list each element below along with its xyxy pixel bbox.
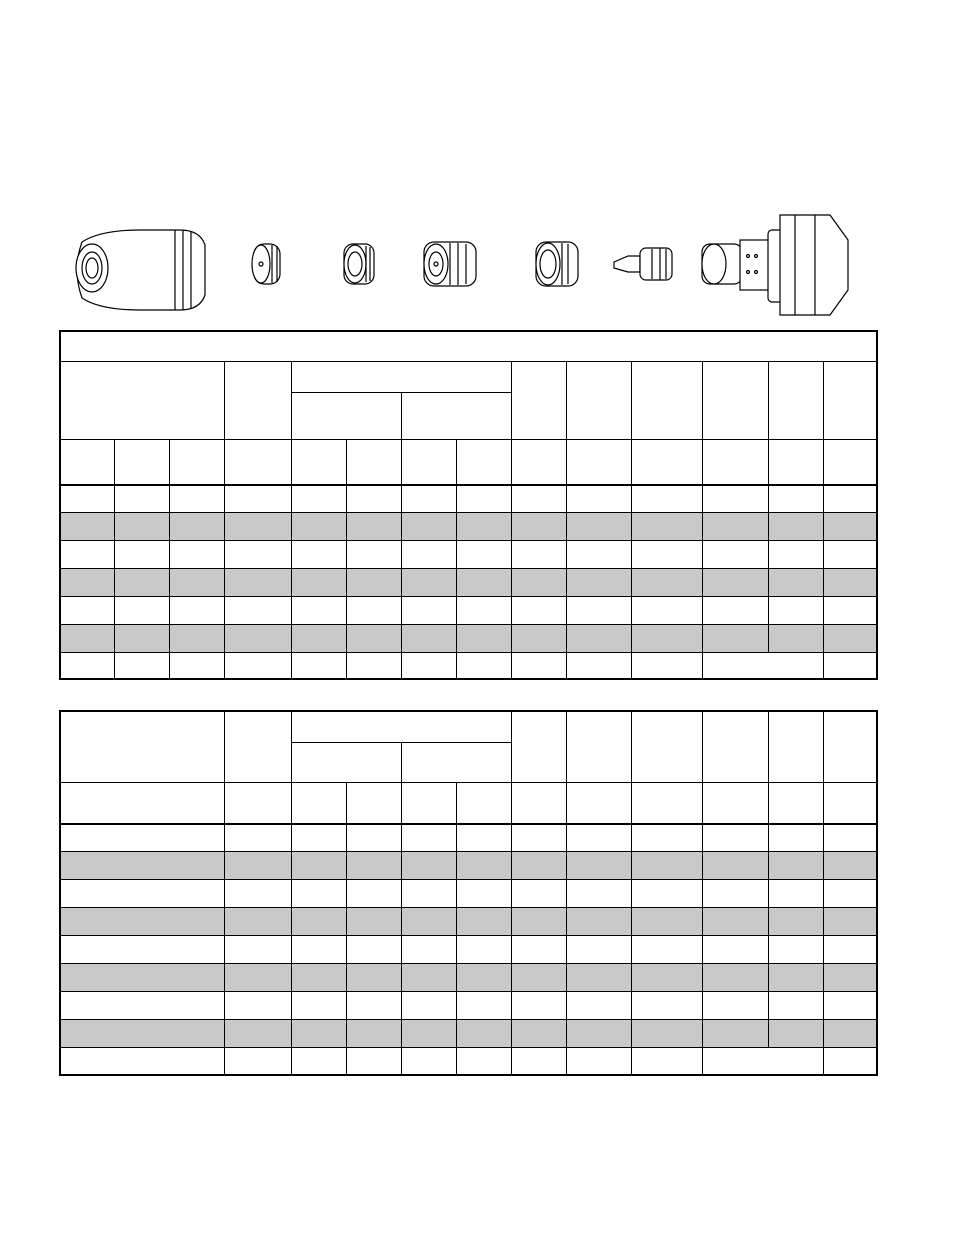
header-cell xyxy=(768,782,823,824)
header-cell xyxy=(702,439,768,485)
header-cell xyxy=(768,711,823,782)
header-cell xyxy=(346,782,401,824)
table-row xyxy=(60,1047,877,1075)
header-cell xyxy=(768,361,823,439)
header-cell xyxy=(823,361,877,439)
header-cell xyxy=(566,782,631,824)
table-row xyxy=(60,512,877,540)
shield-cap-part-icon xyxy=(252,244,280,284)
header-cell xyxy=(291,439,346,485)
header-cell xyxy=(291,361,511,392)
header-cell xyxy=(511,361,566,439)
table-row xyxy=(60,935,877,963)
header-cell xyxy=(60,711,224,782)
torch-body-part-icon xyxy=(702,215,848,315)
header-cell xyxy=(346,439,401,485)
header-cell xyxy=(566,711,631,782)
header-cell xyxy=(511,439,566,485)
electrode-part-icon xyxy=(614,248,672,280)
consumables-illustration xyxy=(0,200,954,320)
consumables-table-upper xyxy=(59,330,878,680)
header-cell xyxy=(291,742,401,782)
header-cell xyxy=(60,361,224,439)
table-row xyxy=(60,907,877,935)
table-row xyxy=(60,568,877,596)
header-cell xyxy=(401,782,456,824)
header-cell xyxy=(702,711,768,782)
header-cell xyxy=(456,782,511,824)
header-cell xyxy=(60,782,224,824)
header-cell xyxy=(631,361,702,439)
header-cell xyxy=(631,782,702,824)
header-cell xyxy=(823,782,877,824)
table-row xyxy=(60,624,877,652)
header-cell xyxy=(291,711,511,742)
header-cell xyxy=(224,361,291,439)
header-cell xyxy=(224,711,291,782)
header-cell xyxy=(60,439,114,485)
table-row xyxy=(60,963,877,991)
header-cell xyxy=(169,439,224,485)
table-row xyxy=(60,824,877,851)
header-cell xyxy=(631,439,702,485)
table-row xyxy=(60,652,877,679)
header-cell xyxy=(401,742,511,782)
header-cell xyxy=(401,392,511,439)
swirl-ring-part-icon xyxy=(536,242,578,286)
header-cell xyxy=(566,361,631,439)
header-cell xyxy=(224,439,291,485)
table-title xyxy=(60,331,877,361)
consumables-table-lower xyxy=(59,710,878,1076)
retaining-cap-part-icon xyxy=(344,244,374,284)
table-row xyxy=(60,485,877,512)
table-row xyxy=(60,1019,877,1047)
table-row xyxy=(60,851,877,879)
header-cell xyxy=(823,439,877,485)
header-cell xyxy=(401,439,456,485)
header-cell xyxy=(511,782,566,824)
header-cell xyxy=(291,782,346,824)
header-cell xyxy=(511,711,566,782)
table-row xyxy=(60,540,877,568)
header-cell xyxy=(823,711,877,782)
shield-part-icon xyxy=(76,230,205,310)
nozzle-part-icon xyxy=(424,242,476,286)
header-cell xyxy=(224,782,291,824)
table-row xyxy=(60,879,877,907)
table-row xyxy=(60,991,877,1019)
table-row xyxy=(60,596,877,624)
header-cell xyxy=(114,439,169,485)
header-cell xyxy=(702,782,768,824)
header-cell xyxy=(768,439,823,485)
header-cell xyxy=(456,439,511,485)
header-cell xyxy=(291,392,401,439)
header-cell xyxy=(566,439,631,485)
header-cell xyxy=(702,361,768,439)
header-cell xyxy=(631,711,702,782)
